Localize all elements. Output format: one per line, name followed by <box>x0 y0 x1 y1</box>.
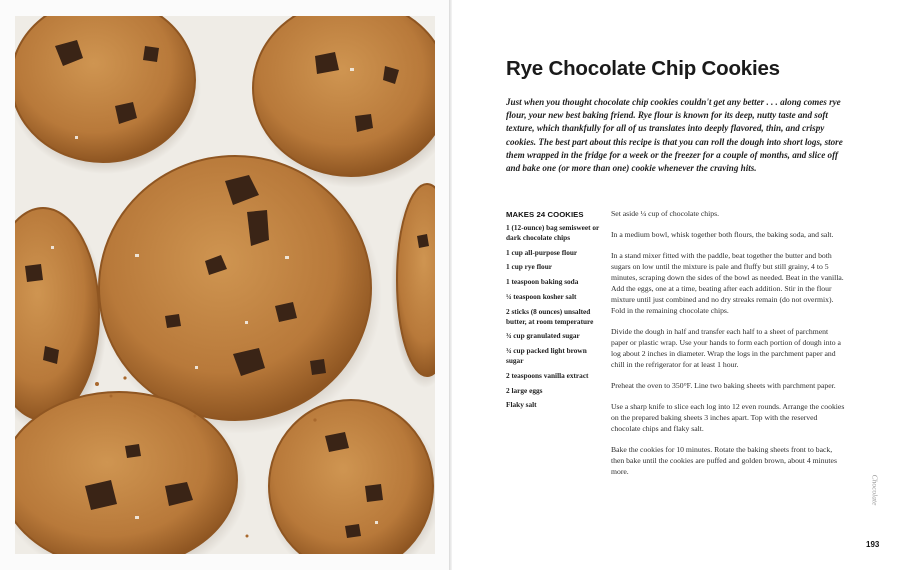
ingredient-item: 1 cup all-purpose flour <box>506 247 578 257</box>
ingredient-item: 2 large eggs <box>506 385 543 395</box>
method-step: Preheat the oven to 350°F. Line two baking sheets with parchment paper. <box>611 381 836 390</box>
ingredient-item: ¼ teaspoon kosher salt <box>506 291 577 301</box>
ingredient-item: 1 teaspoon baking soda <box>506 277 579 287</box>
method-steps <box>611 208 847 487</box>
ingredient-item: 1 cup rye flour <box>506 262 553 272</box>
right-page <box>452 0 900 570</box>
page-number: 193 <box>866 540 880 549</box>
left-page <box>0 0 449 570</box>
ingredients-column <box>506 210 604 415</box>
ingredient-item: Flaky salt <box>506 400 537 410</box>
ingredient-item: 2 sticks (8 ounces) unsalted butter, at room temperature <box>506 306 594 326</box>
method-step: In a stand mixer fitted with the paddle, beat together the butter and both sugars on low until the mixture is pale and fluffy but still grainy, 4 to 5 minutes, scraping down the sides of the bowl as needed. Beat in the vanilla. Add the eggs, one at a time, beating after each addition. Stir in the flour mixture until just combined and no dry streaks remain (do not overmix). Fold in the remaining chocolate chips. <box>611 251 844 315</box>
recipe-yield: MAKES 24 COOKIES <box>506 210 584 219</box>
method-step: Use a sharp knife to slice each log into 12 even rounds. Arrange the cookies on the prepared baking sheets 3 inches apart. Top with the reserved chocolate chips and flaky salt. <box>611 402 845 433</box>
method-step: In a medium bowl, whisk together both flours, the baking soda, and salt. <box>611 230 834 239</box>
ingredient-item: ¾ cup granulated sugar <box>506 331 580 341</box>
recipe-intro: Just when you thought chocolate chip cookies couldn't get any better . . . along comes rye flour, your new best baking friend. Rye flour is known for its deep, nutty taste and soft texture, which thankfully for all of us translates into deeply flavored, thin, and crispy cookies. The best part about this recipe is that you can roll the dough into short logs, store them wrapped in the fridge for a week or the freezer for a couple of months, and slice off and bake one (or more than one) cookie whenever the craving hits. <box>506 97 843 174</box>
cookies-on-parchment-photo <box>15 16 435 554</box>
ingredient-item: 2 teaspoons vanilla extract <box>506 370 589 380</box>
ingredient-item: 1 (12-ounce) bag semisweet or dark chocolate chips <box>506 223 600 242</box>
ingredient-item: ¾ cup packed light brown sugar <box>506 346 587 365</box>
method-step: Divide the dough in half and transfer each half to a sheet of parchment paper or plastic wrap. Use your hands to form each portion of dough into a log about 2 inches in diameter. Wrap the logs in the parchment paper and chill in the refrigerator for at least 1 hour. <box>611 327 841 369</box>
method-step: Set aside ¼ cup of chocolate chips. <box>611 209 720 218</box>
section-tab <box>870 450 880 530</box>
section-label: Chocolate <box>870 474 880 506</box>
method-step: Bake the cookies for 10 minutes. Rotate the baking sheets front to back, then bake until the cookies are puffed and golden brown, about 4 minutes more. <box>611 445 837 476</box>
cookies-photo <box>15 16 435 554</box>
ingredient-list <box>506 223 604 410</box>
recipe-title: Rye Chocolate Chip Cookies <box>506 57 780 80</box>
